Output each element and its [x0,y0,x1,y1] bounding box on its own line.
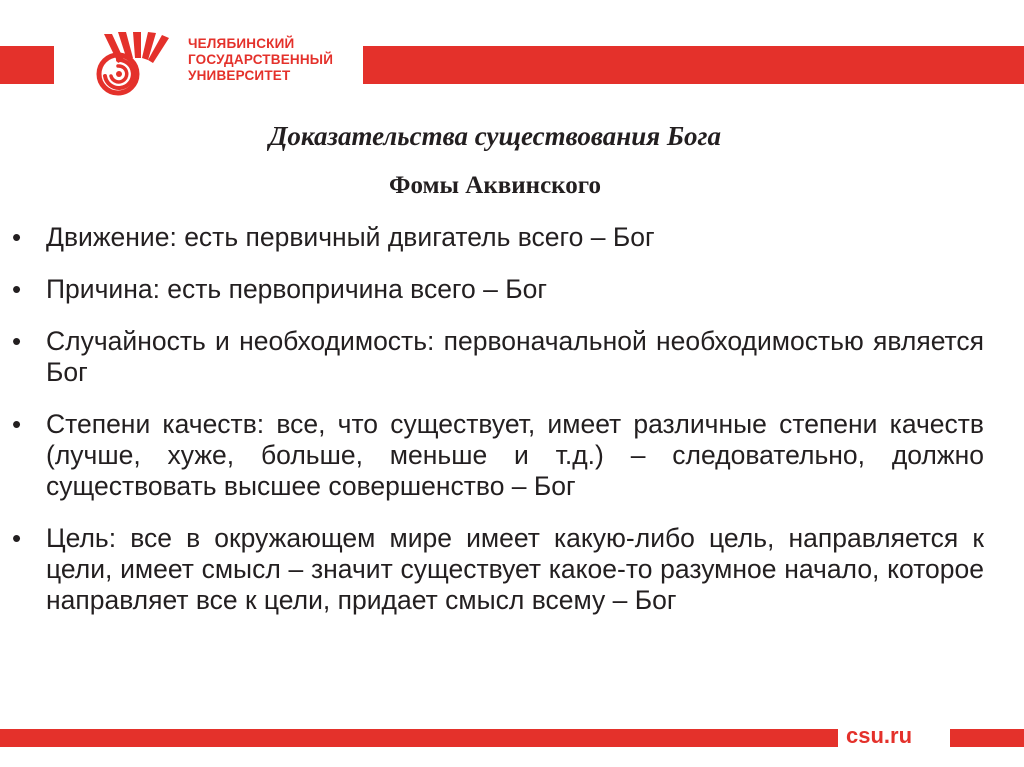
bullet-text: Случайность и необходимость: первоначальной необходимостью является Бог [46,326,984,387]
bullet-text: Причина: есть первопричина всего – Бог [46,274,548,304]
bullet-item [12,523,984,616]
bullet-text: Движение: есть первичный двигатель всего – Бог [46,222,655,252]
bullet-item [12,274,984,305]
university-name-line: ЧЕЛЯБИНСКИЙ [188,36,295,51]
bullet-icon: • [12,326,22,356]
footer-bar-right [950,729,1024,747]
bullet-icon: • [12,409,22,439]
bullet-icon: • [12,222,22,252]
university-name-line: УНИВЕРСИТЕТ [188,68,291,83]
bullet-list [12,222,984,637]
header-bar-left [0,46,54,84]
university-name-line: ГОСУДАРСТВЕННЫЙ [188,52,334,67]
slide-subtitle: Фомы Аквинского [389,172,601,199]
bullet-icon: • [12,274,22,304]
csu-spiral-logo-icon [78,30,182,96]
footer-bar-left [0,729,838,747]
bullet-item [12,222,984,253]
bullet-item [12,409,984,502]
bullet-item [12,326,984,388]
bullet-text: Цель: все в окружающем мире имеет какую-либо цель, направляется к цели, имеет смысл – значит существует какое-то разумное начало, которое направляет все к цели, придает смысл всему – Бог [46,523,984,615]
slide-title: Доказательства существования Бога [268,121,721,151]
header-bar-right [363,46,1024,84]
site-link[interactable]: csu.ru [846,723,913,748]
bullet-icon: • [12,523,22,553]
university-name [188,36,333,84]
bullet-text: Степени качеств: все, что существует, имеет различные степени качеств (лучше, хуже, больше, меньше и т.д.) – следовательно, должно существовать высшее совершенство – Бог [46,409,984,501]
